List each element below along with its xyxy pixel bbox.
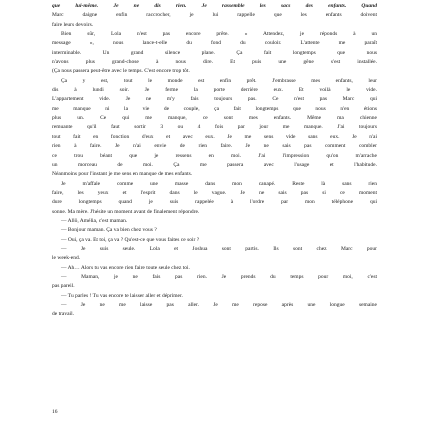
text-line: un morceau de moi. Ça me passera avec l'usage et l'habitude. [52, 161, 377, 168]
text-line: Ça y est, tout le monde est enfin prêt. J'embrasse mes enfants, leur [61, 77, 377, 84]
text-line: Bien sûr, Lola n'est pas encore prête. « Attendez, je réponds à un [61, 31, 377, 38]
text-line: plus un. Ce qui me manque, ce sont mes enfants. Même ma chienne [52, 115, 377, 122]
text-line: L'appartement vide. Je ne m'y fais toujours pas. Ce n'est pas Marc qui [52, 96, 377, 103]
text-line: Je m'affale comme une masse dans mon canapé. Reste là sans rien [61, 180, 377, 187]
text-line: le week-end. [52, 255, 81, 262]
text-line: interminable. Un grand silence plane. Ça fait longtemps que nous [52, 49, 377, 56]
text-line: (Ça nous passera peut-être avec le temps. C'est encore trop tôt. [52, 68, 190, 75]
text-line: — Oui, ça va. Et toi, ça va ? Qu'est-ce que vous faites ce soir ? [61, 236, 200, 243]
page-number: 16 [52, 409, 58, 415]
text-line: faire leurs devoirs. [52, 21, 94, 28]
text-line: — Je suis seule. Lola et Joshua sont partis. Ils sont chez Marc pour [61, 245, 377, 252]
text-line: — Maman, je ne fais pas rien. Je prends du temps pour moi, c'est [61, 273, 377, 280]
text-line: — Ah… Alors tu vas encore rien faire toute seule chez toi. [61, 264, 190, 271]
text-line: remuante qu'il faut sortir 3 ou 4 fois par jour me manque. J'ai toujours [52, 124, 377, 131]
text-line: — Je ne me laisse pas aller. Je me repose après une longue semaine [61, 302, 377, 308]
text-line: Néanmoins pour l'instant je me sens en manque de mes enfants. [52, 171, 193, 178]
page-text-body [52, 2, 377, 320]
text-line: tout fait en fonction d'eux et avec eux. Je me sens vide sans eux. Je n'ai [52, 133, 377, 140]
text-line: — Bonjour maman. Ça va bien chez vous ? [61, 227, 157, 234]
text-line: — Allô, Amélia, c'est maman. [61, 217, 128, 224]
text-line: pas pareil. [52, 283, 75, 290]
text-line: faire, les yeux et l'esprit dans le vague. Je ne sais pas si ce moment [52, 189, 377, 196]
text-line: sonne. Ma mère. J'hésite un moment avant de finalement répondre. [52, 208, 200, 215]
text-line: dure longtemps quand je suis rappelée à l'ordre par mon téléphone qui [52, 199, 377, 206]
text-line: n'avons plus grand-chose à nous dire. Et puis une gêne s'est installée. [52, 59, 377, 66]
text-line: me manque ni la vie de couple, ça fait longtemps que nous n'en étions [52, 105, 377, 112]
text-line: ce trou béant que je ressens en moi. J'ai l'impression qu'on m'arrache [52, 152, 377, 159]
text-line: rien à faire. Je n'ai envie de rien faire. Je ne sais pas comment combler [52, 143, 377, 150]
text-line: Marc daigne enfin raccrocher, je lui rappelle que les enfants doivent [52, 12, 377, 19]
text-line: dis à lundi soir. Je ferme la porte derrière eux. Et voilà le vide. [52, 87, 377, 94]
text-line: que lui-même. Je ne dis rien. Je rassemble les sacs des enfants. Quand [52, 3, 377, 9]
text-line: — Tu parles ! Tu vas encore te laisser aller et déprimer. [61, 292, 183, 299]
text-line: de travail. [52, 311, 74, 318]
text-line: message », nous lance-t-elle du fond du couloir. L'attente me paraît [52, 40, 377, 47]
